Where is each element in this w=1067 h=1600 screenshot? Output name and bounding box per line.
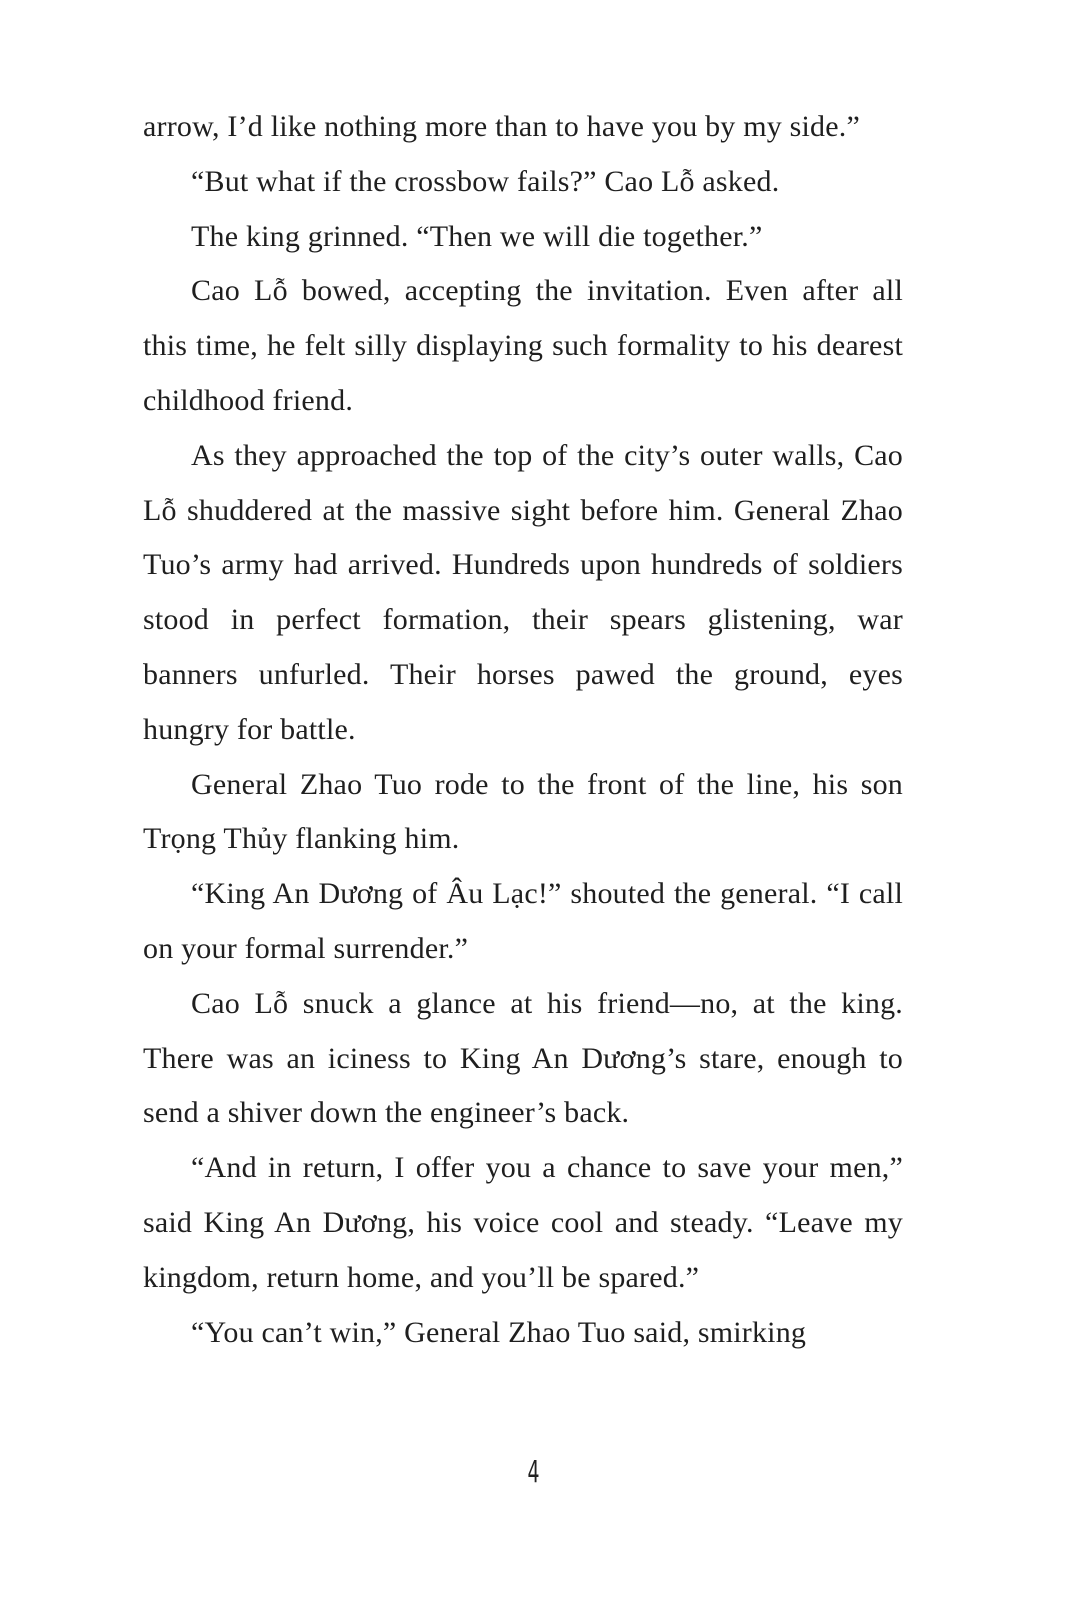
- paragraph: “And in return, I offer you a chance to save your men,” said King An Dương, his voice cool and steady. “Leave my kingdom, return home, and you’ll be spared.”: [143, 1151, 903, 1294]
- paragraph: The king grinned. “Then we will die together.”: [191, 219, 763, 253]
- paragraph-last: “You can’t win,” General Zhao Tuo said, smirking: [191, 1315, 807, 1349]
- paragraph: Cao Lỗ snuck a glance at his friend—no, at the king. There was an iciness to King An Dương’s stare, enough to send a shiver down the engineer’s back.: [143, 986, 903, 1130]
- body-text: [143, 100, 903, 1360]
- paragraph: Cao Lỗ bowed, accepting the invitation. Even after all this time, he felt silly displaying such formality to his dearest childhood friend.: [143, 274, 903, 417]
- page-number: 4: [527, 1455, 540, 1490]
- paragraph: “But what if the crossbow fails?” Cao Lỗ asked.: [191, 164, 780, 198]
- paragraph: General Zhao Tuo rode to the front of the line, his son Trọng Thủy flanking him.: [143, 767, 903, 856]
- paragraph: “King An Dương of Âu Lạc!” shouted the general. “I call on your formal surrender.”: [143, 877, 903, 965]
- paragraph: As they approached the top of the city’s outer walls, Cao Lỗ shuddered at the massive sight before him. General Zhao Tuo’s army had arrived. Hundreds upon hundreds of soldiers stood in perfect formation, their spears glistening, war banners unfurled. Their horses pawed the ground, eyes hungry for battle.: [143, 438, 903, 746]
- paragraph-continued: arrow, I’d like nothing more than to have you by my side.”: [143, 110, 860, 143]
